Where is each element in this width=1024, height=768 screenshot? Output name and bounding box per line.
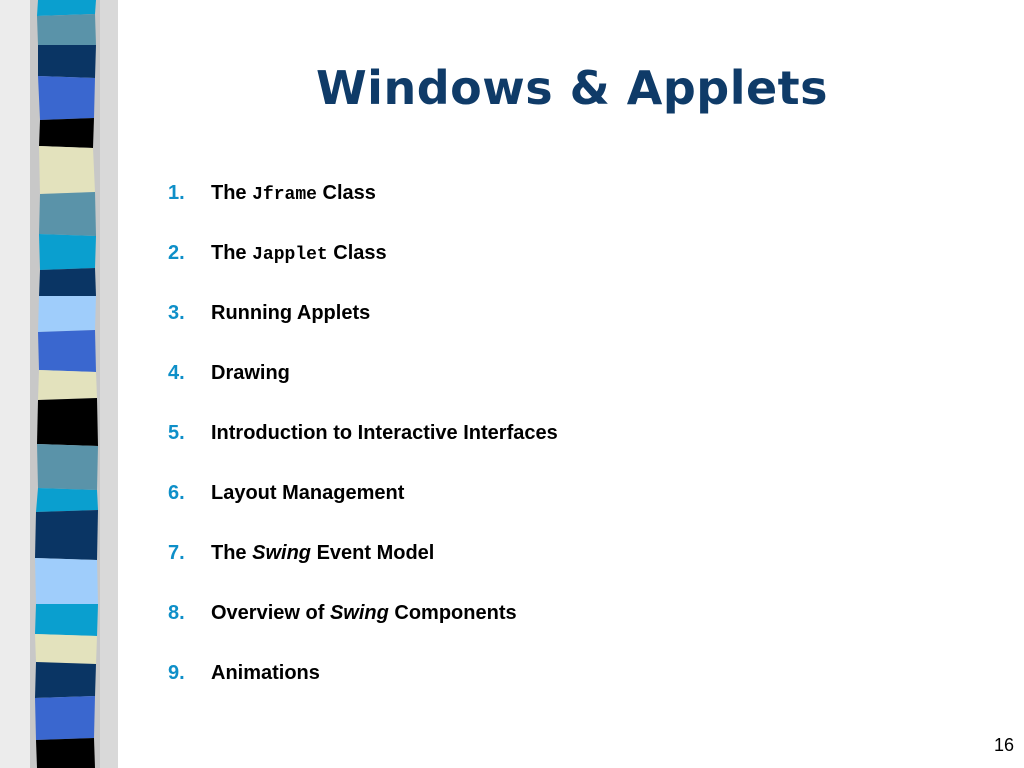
agenda-item-number: 9. <box>168 662 185 684</box>
agenda-item-label: Running Applets <box>211 302 371 324</box>
agenda-item <box>168 357 558 417</box>
agenda-item-suffix: Components <box>388 602 517 624</box>
agenda-item-italic-term: Swing <box>329 602 389 624</box>
agenda-item-label: Drawing <box>211 362 290 384</box>
band-stripe <box>35 604 98 636</box>
band-stripe <box>37 14 96 45</box>
agenda-item-label: Introduction to Interactive Interfaces <box>211 422 558 444</box>
agenda-item-text <box>211 657 320 689</box>
agenda-item <box>168 297 558 357</box>
agenda-item <box>168 417 558 477</box>
agenda-item-text <box>211 177 376 211</box>
agenda-item-label: The <box>211 542 253 564</box>
band-stripe <box>39 118 94 148</box>
band-stripe <box>38 330 96 372</box>
band-stripe <box>39 268 96 296</box>
band-stripe <box>35 696 95 740</box>
band-stripes <box>35 0 98 768</box>
agenda-item-italic-term: Swing <box>252 542 312 564</box>
decorative-side-band <box>0 0 118 768</box>
band-stripe <box>35 634 97 664</box>
agenda-item-text <box>211 357 290 389</box>
band-stripe <box>39 192 96 236</box>
agenda-item-label: The <box>211 242 253 264</box>
agenda-item <box>168 477 558 537</box>
agenda-item-code-term: Japplet <box>252 245 328 265</box>
agenda-list <box>168 177 558 717</box>
slide-title: Windows & Applets <box>315 61 829 115</box>
agenda-item-label: The <box>211 182 253 204</box>
band-stripe <box>38 370 97 400</box>
agenda-item-text <box>211 537 434 569</box>
band-stripe <box>35 510 98 560</box>
agenda-item <box>168 657 558 717</box>
agenda-item-text <box>211 237 387 271</box>
agenda-item-number: 4. <box>168 362 185 384</box>
agenda-item-suffix: Class <box>316 182 376 204</box>
agenda-item <box>168 597 558 657</box>
agenda-item-text <box>211 477 404 509</box>
agenda-item-label: Animations <box>211 662 320 684</box>
band-stripe <box>36 488 98 512</box>
agenda-item <box>168 537 558 597</box>
agenda-item-number: 7. <box>168 542 185 564</box>
agenda-item <box>168 237 558 297</box>
band-stripe <box>38 296 96 332</box>
agenda-item <box>168 177 558 237</box>
agenda-item-text <box>211 297 370 329</box>
agenda-item-code-term: Jframe <box>252 185 317 205</box>
page-number: 16 <box>993 735 1014 755</box>
agenda-item-suffix: Event Model <box>311 542 435 564</box>
band-stripe <box>39 146 95 194</box>
agenda-item-number: 1. <box>168 182 185 204</box>
band-stripe <box>35 662 96 698</box>
band-stripe <box>37 0 96 16</box>
band-stripe <box>38 76 95 120</box>
band-stripe <box>37 444 98 490</box>
agenda-item-number: 5. <box>168 422 185 444</box>
band-stripe <box>36 738 95 768</box>
band-stripe <box>37 398 98 446</box>
agenda-item-label: Overview of <box>211 602 330 624</box>
band-left-border <box>0 0 30 768</box>
band-stripe <box>39 234 96 270</box>
agenda-item-number: 8. <box>168 602 185 624</box>
agenda-item-text <box>211 597 517 629</box>
agenda-item-text <box>211 417 558 449</box>
band-stripe <box>38 45 96 78</box>
agenda-item-number: 3. <box>168 302 185 324</box>
band-stripe <box>35 558 98 604</box>
agenda-item-number: 2. <box>168 242 185 264</box>
agenda-item-suffix: Class <box>327 242 387 264</box>
agenda-item-label: Layout Management <box>211 482 405 504</box>
agenda-item-number: 6. <box>168 482 185 504</box>
